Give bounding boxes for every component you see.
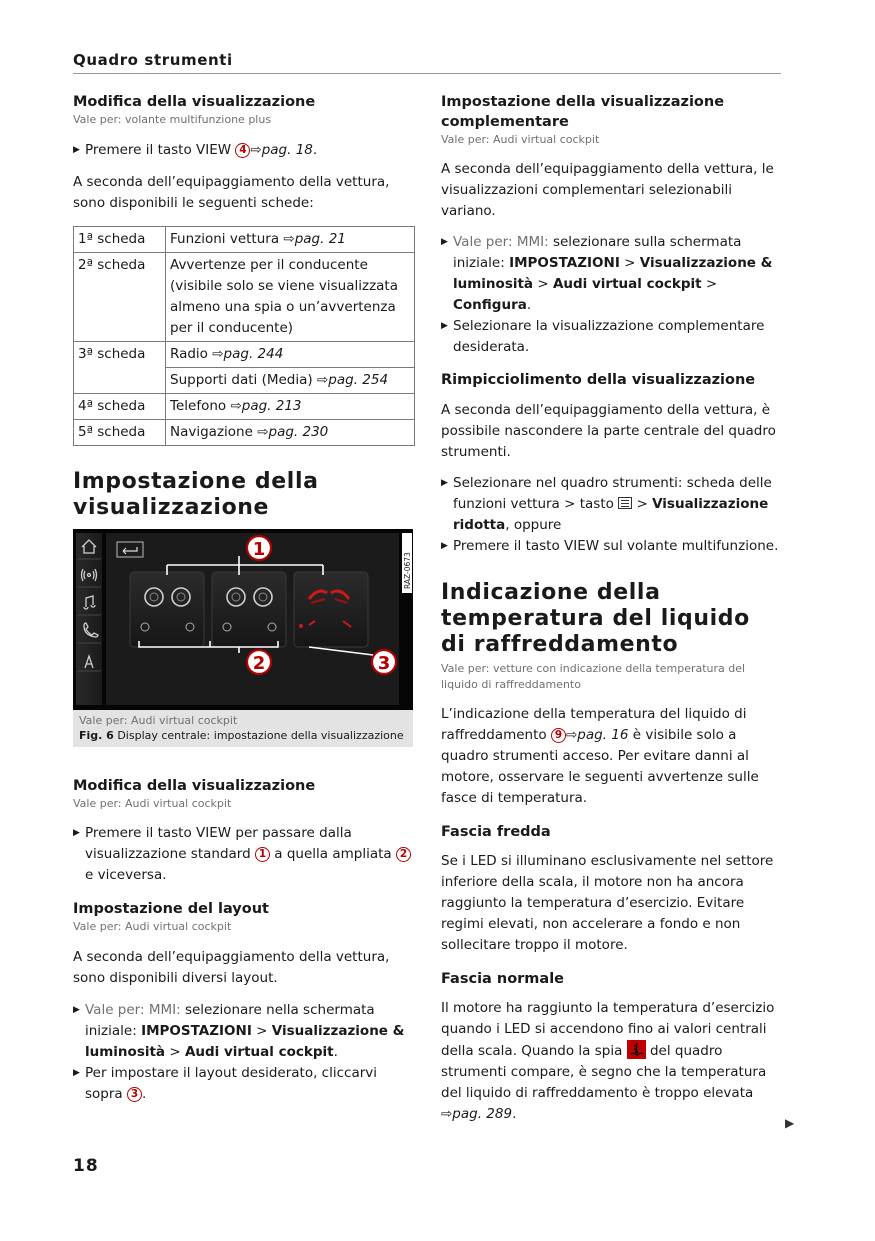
header-title: Quadro strumenti bbox=[73, 51, 233, 69]
figure-display bbox=[73, 529, 413, 710]
callout-3: 3 bbox=[377, 653, 391, 674]
paragraph: A seconda dell’equipaggiamento della vettura, le visualizzazioni complementari selezionabili variano. bbox=[441, 161, 774, 219]
section-heading: Rimpicciolimento della visualizzazione bbox=[441, 372, 756, 388]
menu-path: IMPOSTAZIONI bbox=[509, 255, 620, 271]
section-heading: Impostazione della visualizzazione complementare bbox=[441, 94, 725, 130]
table-row: 4ª scheda Telefono ⇨pag. 213 bbox=[74, 394, 415, 420]
menu-path: Audi virtual cockpit bbox=[184, 1044, 334, 1060]
page-reference[interactable]: ⇨pag. 18 bbox=[250, 142, 313, 158]
applies-to: Vale per: Audi virtual cockpit bbox=[441, 133, 600, 146]
coolant-warning-icon bbox=[627, 1040, 646, 1059]
layout-option[interactable] bbox=[130, 572, 204, 647]
table-row: 3ª scheda Radio ⇨pag. 244 bbox=[74, 342, 415, 368]
applies-to: Vale per: Audi virtual cockpit bbox=[79, 714, 238, 727]
menu-path: Configura bbox=[453, 297, 527, 313]
callout-number: 9 bbox=[551, 728, 566, 743]
right-column bbox=[441, 92, 781, 1125]
callout-1: 1 bbox=[252, 539, 266, 560]
applies-to: Vale per: Audi virtual cockpit bbox=[73, 797, 232, 810]
chapter-heading: Indicazione della temperatura del liquido di raffreddamento bbox=[441, 580, 750, 657]
image-code: RAZ-0673 bbox=[403, 552, 412, 589]
instruction-step: ▶ Premere il tasto VIEW 4 ⇨pag. 18. bbox=[73, 140, 415, 161]
next-page-icon[interactable]: ▶ bbox=[785, 1116, 795, 1130]
paragraph: Se i LED si illuminano esclusivamente nel settore inferiore della scala, il motore non ha ancora raggiunto la temperatura d’esercizio. Evitare regimi elevati, non accelerare a fondo e non sollecitare troppo il motore. bbox=[441, 853, 774, 953]
table-row: Supporti dati (Media) ⇨pag. 254 bbox=[74, 368, 415, 394]
menu-path: Audi virtual cockpit bbox=[552, 276, 702, 292]
paragraph: A seconda dell’equipaggiamento della vettura, è possibile nascondere la parte centrale del quadro strumenti. bbox=[441, 402, 776, 460]
page-reference[interactable]: ⇨pag. 254 bbox=[316, 372, 389, 388]
menu-path: Visualizzazione ridotta bbox=[453, 496, 769, 533]
paragraph: L’indicazione della temperatura del liquido di raffreddamento 9 ⇨pag. 16 è visibile solo a quadro strumenti acceso. Per evitare danni al motore, osservare le seguenti avvertenze sulle fasce di temperatura. bbox=[441, 706, 759, 806]
tabs-table bbox=[73, 226, 415, 446]
menu-path: IMPOSTAZIONI bbox=[141, 1023, 252, 1039]
section-heading: Fascia fredda bbox=[441, 824, 551, 840]
page-reference[interactable]: ⇨pag. 230 bbox=[257, 424, 329, 440]
section-heading: Impostazione del layout bbox=[73, 901, 269, 917]
menu-path: Visualizzazione & luminosità bbox=[85, 1023, 405, 1060]
paragraph: A seconda dell’equipaggiamento della vettura, sono disponibili le seguenti schede: bbox=[73, 174, 390, 211]
instruction-step: ▶ Vale per: MMI: selezionare nella schermata iniziale: IMPOSTAZIONI > Visualizzazione & luminosità > Audi virtual cockpit. bbox=[73, 1000, 415, 1063]
instruction-step: ▶ Premere il tasto VIEW sul volante multifunzione. bbox=[441, 536, 781, 557]
table-row: 2ª scheda Avvertenze per il conducente (visibile solo se viene visualizzata almeno una spia o un’avvertenza per il conducente) bbox=[74, 253, 415, 342]
page-reference[interactable]: ⇨pag. 16 bbox=[565, 727, 629, 743]
page-reference[interactable]: ⇨pag. 244 bbox=[212, 346, 284, 362]
section-heading: Fascia normale bbox=[441, 971, 565, 987]
table-row: 1ª scheda Funzioni vettura ⇨pag. 21 bbox=[74, 227, 415, 253]
table-row: 5ª scheda Navigazione ⇨pag. 230 bbox=[74, 420, 415, 446]
page-reference[interactable]: ⇨pag. 213 bbox=[230, 398, 302, 414]
instruction-step: ▶ Vale per: MMI: selezionare sulla schermata iniziale: IMPOSTAZIONI > Visualizzazione & luminosità > Audi virtual cockpit > Configura. bbox=[441, 232, 781, 316]
callout-number: 2 bbox=[396, 847, 411, 862]
section-heading: Modifica della visualizzazione bbox=[73, 778, 316, 794]
figure-caption: Vale per: Audi virtual cockpit Fig. 6 Display centrale: impostazione della visualizzazione bbox=[73, 710, 413, 747]
chapter-heading: Impostazione della visualizzazione bbox=[73, 469, 319, 520]
menu-list-icon bbox=[618, 497, 632, 509]
callout-2: 2 bbox=[252, 653, 266, 674]
left-column bbox=[73, 92, 415, 1105]
callout-number: 1 bbox=[255, 847, 270, 862]
paragraph: Il motore ha raggiunto la temperatura d’esercizio quando i LED si accendono fino ai valori centrali della scala. Quando la spia del quadro strumenti compare, è segno che la temperatura del liquido di raffreddamento è troppo elevata ⇨pag. 289. bbox=[441, 1000, 775, 1122]
callout-number: 4 bbox=[235, 143, 250, 158]
page-reference[interactable]: ⇨pag. 21 bbox=[283, 231, 346, 247]
page-reference[interactable]: ⇨pag. 289 bbox=[441, 1106, 513, 1122]
applies-to: Vale per: vetture con indicazione della temperatura del liquido di raffreddamento bbox=[441, 662, 746, 691]
menu-path: Visualizzazione & luminosità bbox=[453, 255, 773, 292]
instruction-step: ▶ Premere il tasto VIEW per passare dalla visualizzazione standard 1 a quella ampliata 2 e viceversa. bbox=[73, 823, 415, 886]
layout-option-sport[interactable] bbox=[294, 572, 368, 647]
page-header bbox=[73, 50, 781, 74]
instruction-step: ▶ Per impostare il layout desiderato, cliccarvi sopra 3 . bbox=[73, 1063, 415, 1105]
applies-to: Vale per: Audi virtual cockpit bbox=[73, 920, 232, 933]
page-number: 18 bbox=[73, 1156, 99, 1176]
section-heading: Modifica della visualizzazione bbox=[73, 94, 316, 110]
instruction-step: ▶ Selezionare la visualizzazione complementare desiderata. bbox=[441, 316, 781, 358]
layout-option[interactable] bbox=[212, 572, 286, 647]
callout-number: 3 bbox=[127, 1087, 142, 1102]
applies-to: Vale per: volante multifunzione plus bbox=[73, 113, 272, 126]
instruction-step: ▶ Selezionare nel quadro strumenti: scheda delle funzioni vettura > tasto > Visualizzazione ridotta, oppure bbox=[441, 473, 781, 536]
paragraph: A seconda dell’equipaggiamento della vettura, sono disponibili diversi layout. bbox=[73, 949, 390, 986]
figure-label: Fig. 6 bbox=[79, 729, 114, 742]
display-illustration bbox=[73, 529, 413, 710]
